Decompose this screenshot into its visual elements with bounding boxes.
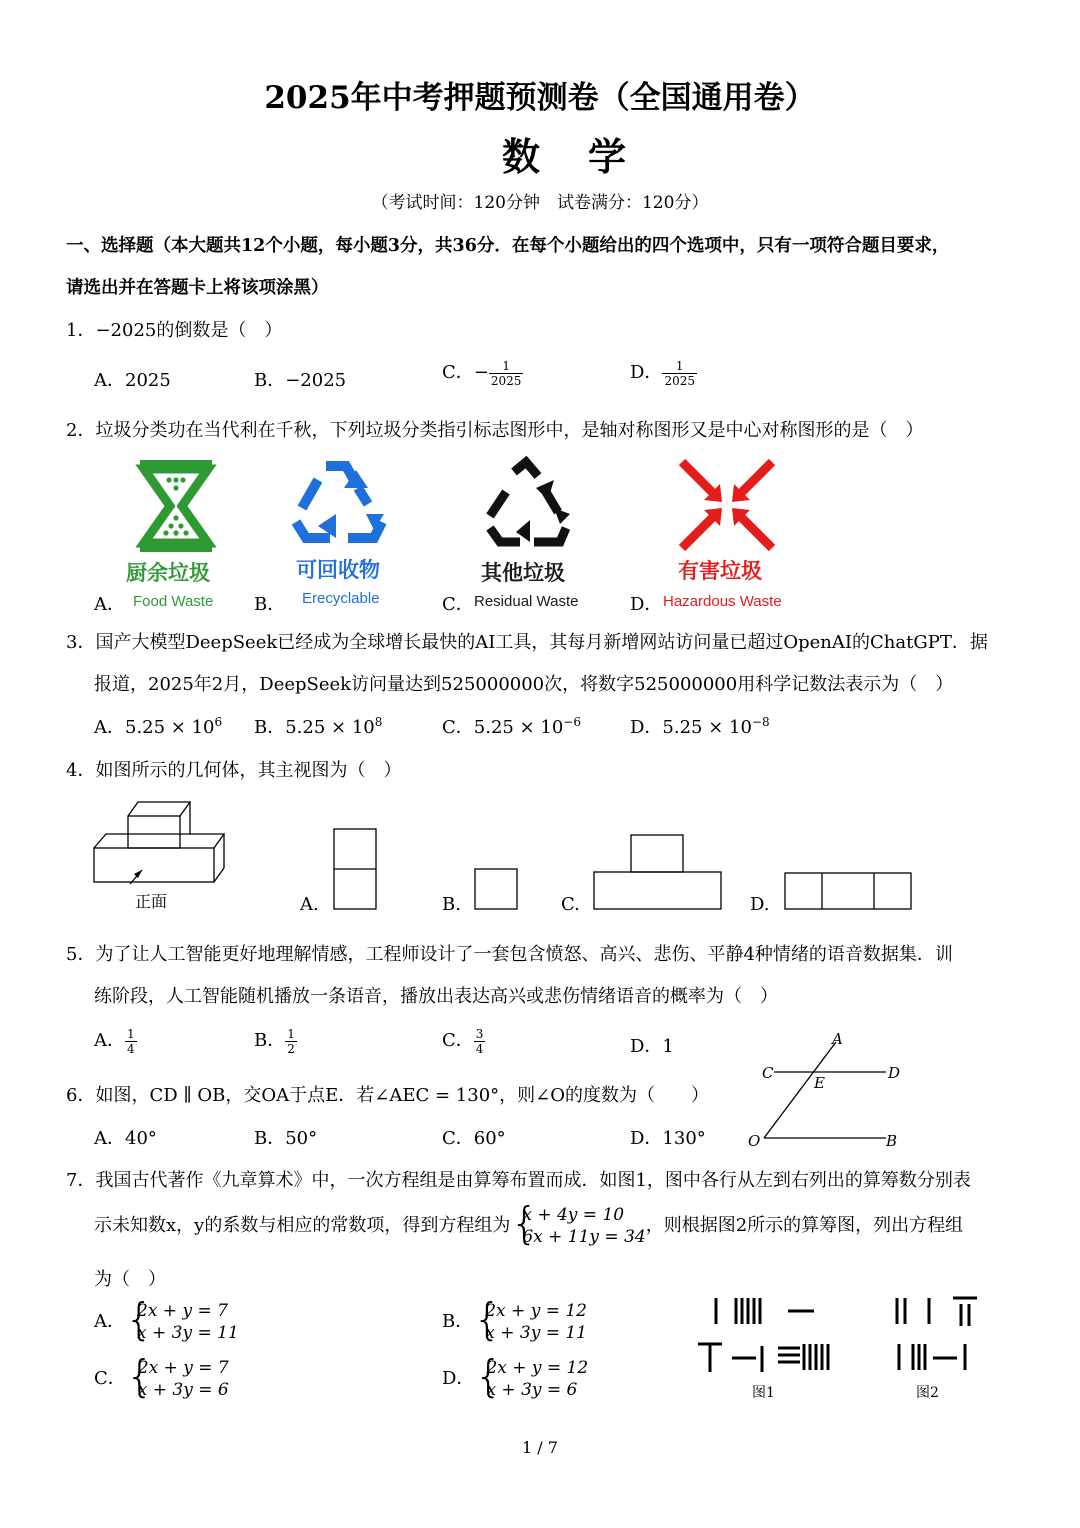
question-6-stem: 6．如图，CD ∥ OB，交OA于点E．若∠AEC = 130°，则∠O的度数为（ ） <box>66 1085 710 1106</box>
fraction-numerator: 1 <box>287 1026 295 1041</box>
brace-icon: { <box>125 1294 153 1345</box>
question-7-line3: 为（ ） <box>94 1269 166 1290</box>
point-b-label: B <box>886 1132 898 1150</box>
q1-option-c <box>442 358 523 388</box>
point-e-label: E <box>814 1074 825 1092</box>
fraction-denominator: 2 <box>287 1041 295 1056</box>
system-line-1: 2x + y = 12 <box>486 1358 589 1378</box>
q5-a-fraction <box>125 1027 137 1056</box>
q4-option-b: B. <box>442 894 461 915</box>
sign-a-en: Food Waste <box>133 593 214 610</box>
brace-icon: { <box>510 1198 539 1249</box>
q5-option-d: D．1 <box>630 1036 674 1057</box>
q7-d-letter: D． <box>442 1368 475 1389</box>
q5-option-c <box>442 1026 485 1056</box>
q7-option-b <box>442 1294 587 1345</box>
point-o-label: O <box>748 1132 761 1150</box>
point-d-label: D <box>888 1064 901 1082</box>
question-3-line2: 报道，2025年2月，DeepSeek访问量达到525000000次，将数字525000000用科学记数法表示为（ ） <box>94 674 954 695</box>
system-line-1: 2x + y = 7 <box>137 1358 229 1378</box>
q7-line2-pre: 示未知数x，y的系数与相应的常数项，得到方程组为 <box>94 1215 511 1236</box>
q1-option-d-prefix: D． <box>630 362 663 383</box>
page-title: 2025年中考押题预测卷（全国通用卷） <box>264 80 816 116</box>
q1-option-a: A．2025 <box>94 370 171 391</box>
q3-b-base: B．5.25 × 10 <box>254 717 375 738</box>
question-3-line1: 3．国产大模型DeepSeek已经成为全球增长最快的AI工具，其每月新增网站访问量已超过OpenAI的ChatGPT．据 <box>66 632 988 653</box>
q3-b-exponent: 8 <box>374 715 383 729</box>
hazardous-waste-sign-icon <box>676 458 778 552</box>
q1-option-c-prefix: C．− <box>442 362 489 383</box>
figure-1-caption: 图1 <box>752 1385 775 1401</box>
q4-option-c: C. <box>561 894 580 915</box>
question-4-stem: 4．如图所示的几何体，其主视图为（ ） <box>66 760 402 781</box>
residual-waste-sign-icon <box>482 458 572 552</box>
q4-option-d: D. <box>750 894 770 915</box>
question-7-line2 <box>94 1198 964 1249</box>
q7-line2-post: ，则根据图2所示的算筹图，列出方程组 <box>645 1215 964 1236</box>
q5-c-prefix: C． <box>442 1030 474 1051</box>
q7-d-system <box>474 1351 589 1402</box>
q4-option-c-figure <box>593 834 723 910</box>
point-a-label: A <box>832 1030 843 1048</box>
q3-a-base: A．5.25 × 10 <box>94 717 215 738</box>
system-line-1: 2x + y = 7 <box>137 1301 228 1321</box>
q2-option-c-letter: C． <box>442 594 474 615</box>
q1-option-d <box>630 358 697 388</box>
q7-c-letter: C． <box>94 1368 126 1389</box>
sign-a-cn: 厨余垃圾 <box>126 561 210 585</box>
q3-a-exponent: 6 <box>214 715 223 729</box>
brace-icon: { <box>473 1294 502 1345</box>
food-waste-sign-icon <box>138 458 214 554</box>
q3-d-base: D．5.25 × 10 <box>630 717 752 738</box>
system-line-2: x + 3y = 11 <box>137 1323 239 1343</box>
q7-option-d <box>442 1351 589 1402</box>
q7-c-system <box>125 1351 229 1402</box>
q3-c-base: C．5.25 × 10 <box>442 717 564 738</box>
point-c-label: C <box>762 1064 774 1082</box>
system-line-2: x + 3y = 11 <box>485 1323 587 1343</box>
brace-icon: { <box>474 1351 503 1402</box>
q7-example-system <box>510 1198 646 1249</box>
counting-rods-figure-2 <box>893 1294 983 1374</box>
section-heading-line2: 请选出并在答题卡上将该项涂黑） <box>66 278 329 298</box>
question-5-line2: 练阶段，人工智能随机播放一条语音，播放出表达高兴或悲伤情绪语音的概率为（ ） <box>94 986 778 1007</box>
q5-option-a <box>94 1026 137 1056</box>
q7-a-system <box>125 1294 239 1345</box>
q7-option-c <box>94 1351 229 1402</box>
fraction-numerator: 3 <box>475 1026 484 1041</box>
sign-d-cn: 有害垃圾 <box>678 559 762 583</box>
q7-option-a <box>94 1294 239 1345</box>
sign-b-en: Erecyclable <box>302 590 380 607</box>
fraction-denominator: 2025 <box>664 373 695 388</box>
q6-geometry-figure <box>746 1030 916 1150</box>
q2-option-a-letter: A． <box>94 594 125 615</box>
q5-b-prefix: B． <box>254 1030 286 1051</box>
fraction-denominator: 2025 <box>490 373 522 388</box>
q3-option-b <box>254 713 382 739</box>
q6-option-d: D．130° <box>630 1128 706 1149</box>
sign-d-en: Hazardous Waste <box>663 593 782 610</box>
question-7-line1: 7．我国古代著作《九章算术》中，一次方程组是由算筹布置而成．如图1，图中各行从左到右列出的算筹数分别表 <box>66 1170 971 1191</box>
q4-option-b-figure <box>474 868 518 910</box>
question-2-stem: 2．垃圾分类功在当代利在千秋，下列垃圾分类指引标志图形中，是轴对称图形又是中心对称图形的是（ ） <box>66 420 924 441</box>
brace-icon: { <box>125 1351 154 1402</box>
fraction-numerator: 1 <box>662 359 697 374</box>
q4-solid-figure <box>92 798 228 888</box>
subject-title: 数学 <box>501 134 674 179</box>
q7-a-letter: A． <box>94 1311 125 1332</box>
exam-meta: （考试时间：120分钟 试卷满分：120分） <box>371 193 709 213</box>
q5-c-fraction <box>474 1027 486 1056</box>
counting-rods-figure-1 <box>696 1294 836 1374</box>
q6-option-c: C．60° <box>442 1128 506 1149</box>
q4-option-d-figure <box>784 872 912 910</box>
recyclable-sign-icon <box>288 458 390 548</box>
q3-option-d <box>630 713 770 739</box>
fraction-denominator: 4 <box>475 1041 484 1056</box>
system-line-2: 6x + 11y = 34 <box>522 1227 646 1247</box>
question-1-stem: 1．−2025的倒数是（ ） <box>66 320 283 341</box>
q4-option-a-figure <box>333 828 377 910</box>
section-heading-line1: 一、选择题（本大题共12个小题，每小题3分，共36分．在每个小题给出的四个选项中，只有一项符合题目要求， <box>66 236 950 256</box>
q3-d-exponent: −8 <box>751 715 770 729</box>
fraction-denominator: 4 <box>127 1041 135 1056</box>
q5-b-fraction <box>285 1027 297 1056</box>
q5-option-b <box>254 1026 297 1056</box>
q5-a-prefix: A． <box>94 1030 125 1051</box>
page-number: 1 / 7 <box>522 1438 558 1457</box>
q3-option-c <box>442 713 581 739</box>
q2-option-b-letter: B． <box>254 594 286 615</box>
sign-c-cn: 其他垃圾 <box>481 561 565 585</box>
q1-option-b: B．−2025 <box>254 370 347 391</box>
q3-option-a <box>94 713 222 739</box>
q6-option-b: B．50° <box>254 1128 318 1149</box>
q4-option-a: A. <box>300 894 319 915</box>
figure-2-caption: 图2 <box>916 1385 939 1401</box>
q3-c-exponent: −6 <box>563 715 581 729</box>
fraction-numerator: 1 <box>127 1026 135 1041</box>
q2-option-d-letter: D． <box>630 594 663 615</box>
q1-option-c-fraction <box>489 359 524 388</box>
q7-b-letter: B． <box>442 1311 474 1332</box>
q6-option-a: A．40° <box>94 1128 157 1149</box>
sign-b-cn: 可回收物 <box>296 558 380 582</box>
q4-front-label: 正面 <box>135 892 168 911</box>
system-line-1: 2x + y = 12 <box>485 1301 587 1321</box>
fraction-numerator: 1 <box>489 359 524 374</box>
system-line-1: x + 4y = 10 <box>522 1205 625 1225</box>
system-line-2: x + 3y = 6 <box>486 1380 578 1400</box>
q7-b-system <box>473 1294 587 1345</box>
sign-c-en: Residual Waste <box>474 593 579 610</box>
question-5-line1: 5．为了让人工智能更好地理解情感，工程师设计了一套包含愤怒、高兴、悲伤、平静4种情绪的语音数据集．训 <box>66 944 953 965</box>
system-line-2: x + 3y = 6 <box>137 1380 229 1400</box>
q1-option-d-fraction <box>662 359 697 388</box>
